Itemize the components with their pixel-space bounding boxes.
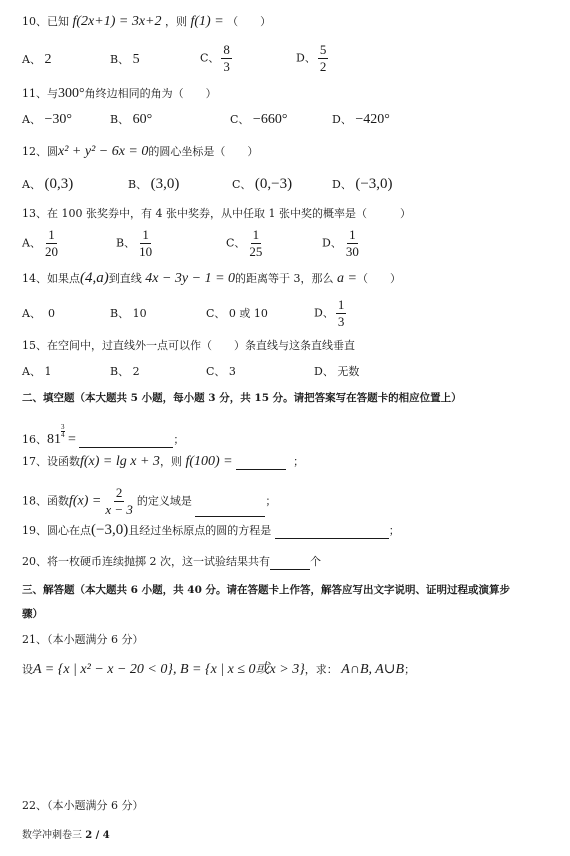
q10-option-b: B、 5: [110, 52, 140, 67]
q10-paren: （ ）: [227, 15, 272, 28]
q18-answer-blank[interactable]: [195, 503, 265, 517]
question-18: 18、函数f(x) = $\frac{2}{x - 3}$ 的定义域是 ；: [22, 485, 277, 517]
q20-answer-blank[interactable]: [270, 556, 310, 570]
q14-option-a: A、 0: [22, 307, 55, 320]
q19-answer-blank[interactable]: [275, 525, 389, 539]
question-15-stem: 15、在空间中，过直线外一点可以作（ ）条直线与这条直线垂直: [22, 339, 355, 352]
q14-option-b: B、 10: [110, 307, 147, 320]
question-20: 20、将一枚硬币连续抛掷 2 次，这一试验结果共有 个: [22, 555, 321, 568]
question-11-stem: 11、与300°角终边相同的角为（ ）: [22, 86, 217, 101]
q17-answer-blank[interactable]: [236, 456, 286, 470]
q10-function: f(2x+1) = 3x+2: [72, 14, 162, 29]
question-12-stem: 12、圆x² + y² − 6x = 0的圆心坐标是（ ）: [22, 144, 259, 159]
q11-option-c: C、 −660°: [230, 112, 288, 127]
q10-option-d: D、 $\frac{5}{2}$: [296, 42, 327, 74]
q14-option-d: D、 $\frac{1}{3}$: [314, 297, 345, 329]
question-22-title: 22、（本小题满分 6 分）: [22, 799, 144, 812]
q13-option-c: C、 $\frac{1}{25}$: [226, 227, 263, 259]
q10-prefix: 10、已知: [22, 15, 69, 28]
question-19: 19、圆心在点(−3,0)且经过坐标原点的圆的方程是 ；: [22, 522, 400, 538]
q10-ask: f(1) =: [190, 14, 224, 29]
q11-option-d: D、 −420°: [332, 112, 390, 127]
q10-option-c: C、 $\frac{8}{3}$: [200, 42, 230, 74]
q14-option-c: C、 0 或 10: [206, 307, 268, 320]
q13-option-d: D、 $\frac{1}{30}$: [322, 227, 359, 259]
question-13-stem: 13、在 100 张奖券中，有 4 张中奖券，从中任取 1 张中奖的概率是（ ）: [22, 207, 411, 220]
q11-option-b: B、 60°: [110, 112, 153, 127]
q12-option-c: C、 (0,−3): [232, 176, 293, 192]
q10-option-a: A、 2: [22, 52, 52, 67]
question-16: 16、81 $\frac{3}{4}$ = ；: [22, 423, 185, 447]
q15-option-c: C、 3: [206, 365, 236, 378]
section-3-heading-cont: 骤）: [22, 608, 43, 620]
question-21-title: 21、（本小题满分 6 分）: [22, 633, 144, 646]
q13-option-a: A、 $\frac{1}{20}$: [22, 227, 58, 259]
question-14-stem: 14、如果点(4,a)到直线 4x − 3y − 1 = 0的距离等于 3，那么 a =（ ）: [22, 270, 401, 286]
q10-mid: ，则: [164, 15, 187, 28]
section-3-heading: 三、解答题（本大题共 6 小题，共 40 分。请在答题卡上作答，解答应写出文字说明、证明过程或演算步: [22, 584, 511, 596]
q12-option-d: D、 (−3,0): [332, 176, 393, 192]
question-21-stem: 设A = {x | x² − x − 20 < 0}, B = {x | x ≤ 0或x > 3}，求： A∩B, A∪B；: [22, 662, 416, 677]
page-footer: 数学冲刺卷三 2 / 4: [22, 830, 110, 841]
q11-option-a: A、 −30°: [22, 112, 72, 127]
question-17: 17、设函数f(x) = lg x + 3，则 f(100) = ；: [22, 454, 305, 469]
question-10-stem: [22, 14, 271, 30]
q15-option-b: B、 2: [110, 365, 140, 378]
q12-option-b: B、 (3,0): [128, 176, 180, 192]
q13-option-b: B、 $\frac{1}{10}$: [116, 227, 153, 259]
q12-option-a: A、 (0,3): [22, 176, 74, 192]
q15-option-a: A、 1: [22, 365, 52, 378]
q15-option-d: D、 无数: [314, 365, 360, 378]
section-2-heading: 二、填空题（本大题共 5 小题，每小题 3 分，共 15 分。请把答案写在答题卡的相应位置上）: [22, 392, 462, 404]
q16-answer-blank[interactable]: [79, 434, 173, 448]
